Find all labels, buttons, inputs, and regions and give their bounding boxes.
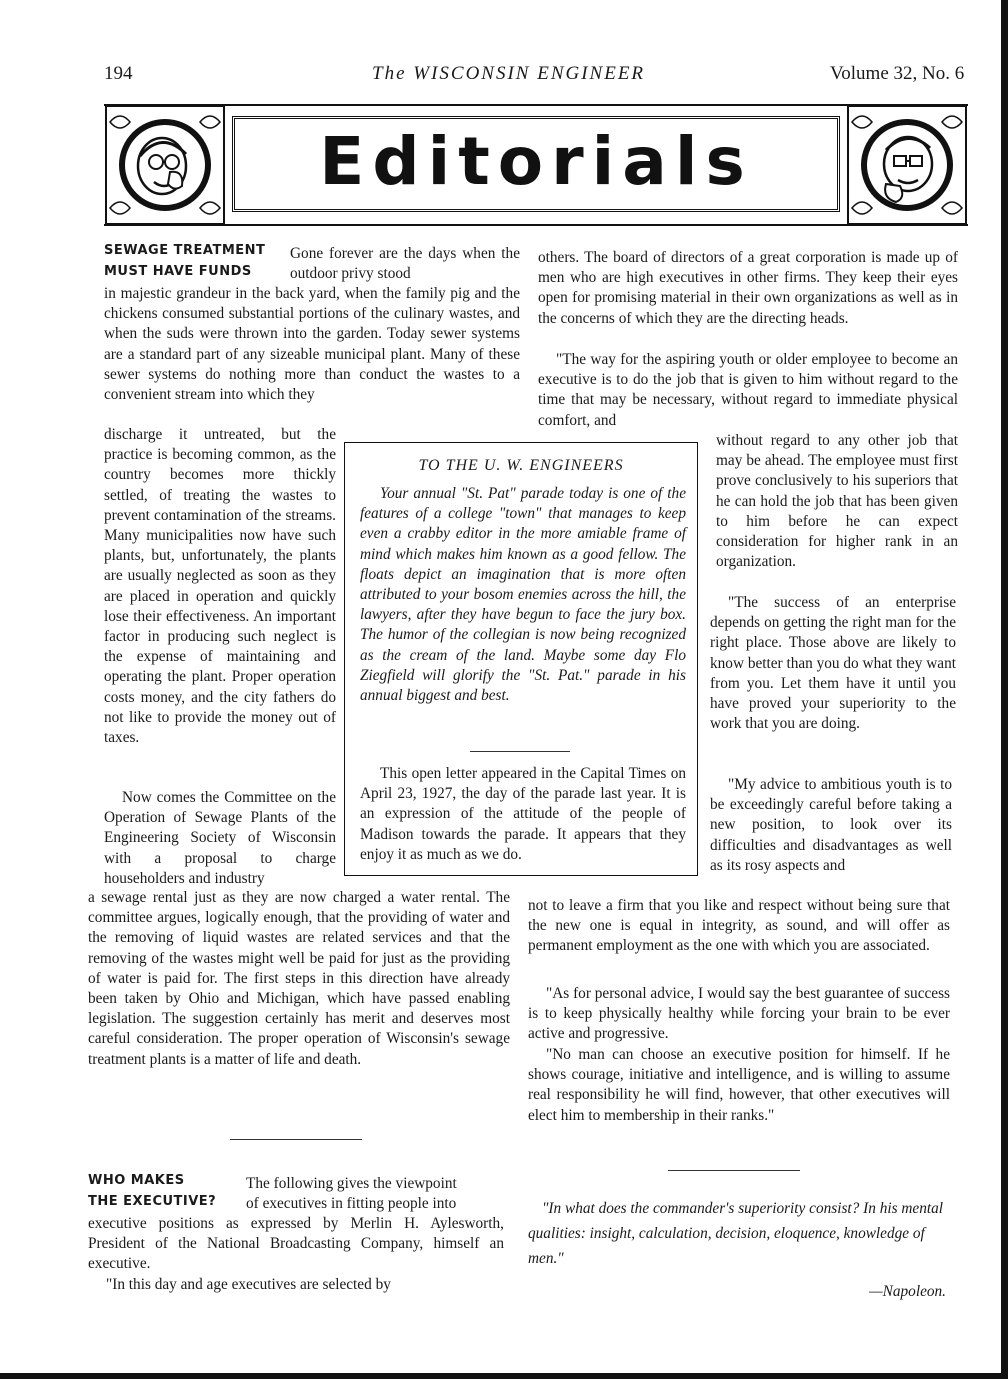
journal-title: The WISCONSIN ENGINEER xyxy=(372,63,646,84)
right-paragraph-5: "As for personal advice, I would say the best guarantee of success is to keep physically healthy while forcing your brain to be ever active and progressive. xyxy=(528,985,950,1043)
napoleon-quote: "In what does the commander's superiority consist? In his mental qualities: insight, calculation, decision, eloquence, knowledge of men." xyxy=(528,1200,944,1267)
editorials-banner xyxy=(104,104,968,226)
sewage-paragraph-2-narrow: Now comes the Committee on the Operation of Sewage Plants of the Engineering Society of Wisconsin with a proposal to charge householders and industry xyxy=(104,789,336,887)
right-paragraph-2-narrow: without regard to any other job that may be ahead. The employee must first prove conclusively to his superiors that he can hold the job that has been given to him before he can expect consideration for higher rank in an organization. xyxy=(716,432,958,571)
right-paragraph-6: "No man can choose an executive position for himself. If he shows courage, initiative and intelligence, and is willing to assume real responsibility he will find, however, that other executives will elect him to membership in their ranks." xyxy=(528,1046,950,1124)
page-edge xyxy=(1001,0,1008,1379)
open-letter-note: This open letter appeared in the Capital Times on April 23, 1927, the day of the parade last year. It is an expression of the attitude of the people of Madison towards the parade. It appears that they enjoy it as much as we do. xyxy=(360,765,686,863)
executive-paragraph-2: "In this day and age executives are selected by xyxy=(106,1276,391,1293)
caricature-medallion-icon xyxy=(104,104,226,226)
open-letter-divider xyxy=(470,751,570,752)
sewage-paragraph-1: in majestic grandeur in the back yard, when the family pig and the chickens consumed substantial portions of the culinary wastes, and when the suds were thrown into the garden. Today sewer systems are a standard part of any sizeable municipal plant. Many of these sewer systems do nothing more than conduct the wastes to a convenient stream into which they xyxy=(104,285,520,404)
banner-title: Editorials xyxy=(319,123,753,200)
section-divider xyxy=(668,1170,800,1171)
open-letter-title: TO THE U. W. ENGINEERS xyxy=(418,457,624,474)
right-paragraph-2: "The way for the aspiring youth or older employee to become an executive is to do the job that is given to him without regard to the time that may be necessary, without regard to immediate physical comfort, and xyxy=(538,351,958,429)
executive-lead-2: of executives in fitting people into xyxy=(246,1195,457,1212)
right-paragraph-3: "The success of an enterprise depends on getting the right man for the right place. Those above are likely to know better than you do what they want from you. Let them have it until you have proved your superiority to the work that you are doing. xyxy=(710,594,956,733)
executive-lead-1: The following gives the viewpoint xyxy=(246,1175,457,1192)
right-paragraph-1: others. The board of directors of a great corporation is made up of men who are high executives in other firms. They keep their eyes open for promising material in their own organizations as well as in the concerns of which they are the directing heads. xyxy=(538,249,958,327)
right-paragraph-4-continued: not to leave a firm that you like and respect without being sure that the new one is equal in integrity, as sound, and will offer as permanent employment as the one with which you are associated. xyxy=(528,897,950,955)
executive-heading-line1: WHO MAKES xyxy=(88,1173,185,1188)
open-letter-body: Your annual "St. Pat" parade today is one of the features of a college "town" that manages to keep even a crabby editor in the more amiable frame of mind which makes him known as a good fellow. The floats depict an imagination that is more often attributed to your bosom enemies across the hill, the lawyers, after they have begun to face the jury box. The humor of the collegian is now being recognized as the cream of the land. Maybe some day Flo Ziegfield will glorify the "St. Pat." parade in his annual biggest and best. xyxy=(360,485,686,705)
volume-label: Volume 32, No. 6 xyxy=(830,63,965,84)
sewage-paragraph-1-narrow: discharge it untreated, but the practice is becoming common, as the country becomes more thickly settled, of treating the wastes to prevent contamination of the streams. Many municipalities now have such plants, but, unfortunately, the plants are usually neglected as soon as they are placed in operation and quickly lose their effectiveness. An important factor in producing such neglect is the expense of maintaining and operating the plant. Proper operation costs money, and the city fathers do not like to provide the money out of taxes. xyxy=(104,426,336,747)
page-bottom-edge xyxy=(0,1373,1008,1379)
executive-heading-line2: THE EXECUTIVE? xyxy=(88,1194,217,1209)
right-paragraph-4: "My advice to ambitious youth is to be exceedingly careful before taking a new position, to look over its difficulties and disadvantages as well as its rosy aspects and xyxy=(710,776,952,874)
sewage-heading-line2: MUST HAVE FUNDS xyxy=(104,264,252,279)
sewage-lead: Gone forever are the days when the outdoor privy stood xyxy=(290,245,520,283)
sewage-heading-line1: SEWAGE TREATMENT xyxy=(104,243,266,258)
sewage-paragraph-2: a sewage rental just as they are now charged a water rental. The committee argues, logically enough, that the providing of water and the removing of liquid wastes are related services and that the removing of the wastes might well be paid for just as the providing of water is paid for. The first steps in this direction have already been taken by Ohio and Michigan, which have passed enabling legislation. The suggestion certainly has merit and deserves most careful consideration. The proper operation of Wisconsin's sewage treatment plants is a matter of life and death. xyxy=(88,889,510,1068)
caricature-medallion-icon xyxy=(846,104,968,226)
executive-paragraph-1: executive positions as expressed by Merlin H. Aylesworth, President of the National Broadcasting Company, himself an executive. xyxy=(88,1215,504,1273)
section-divider xyxy=(230,1139,362,1140)
page-number: 194 xyxy=(104,63,133,84)
quote-attribution: —Napoleon. xyxy=(869,1283,946,1300)
